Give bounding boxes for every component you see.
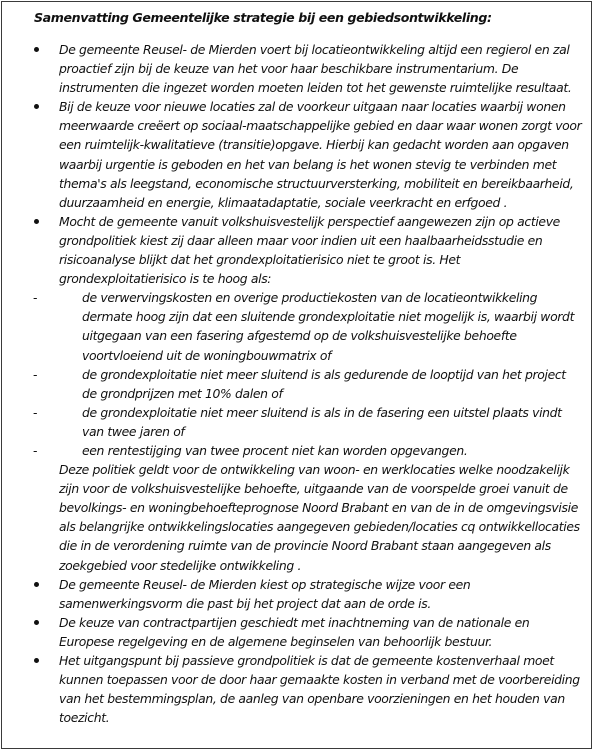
bullet-text: Mocht de gemeente vanuit volkshuisvestelijk perspectief aangewezen zijn op actieve grondpolitiek kiest zij daar alleen maar voor indien uit een haalbaarheidsstudie en risicoanalyse blijkt dat het grondexploitatierisico niet te groot is. Het grondexploitatierisico is te hoog als: bbox=[59, 213, 560, 287]
bullet-list bbox=[2, 40, 591, 727]
bullet-text: De keuze van contractpartijen geschiedt met inachtneming van de nationale en Europese regelgeving en de algemene beginselen van behoorlijk bestuur. bbox=[59, 614, 530, 649]
dash-item bbox=[33, 365, 583, 403]
bullet-item bbox=[2, 651, 591, 727]
bullet-text: Bij de keuze voor nieuwe locaties zal de voorkeur uitgaan naar locaties waarbij wonen meerwaarde creëert op sociaal-maatschappelijke gebied en daar waar wonen zorgt voor een ruimtelijk-kwalitatieve (transitie)opgave. Hierbij kan gedacht worden aan opgaven waarbij urgentie is geboden en het van belang is het wonen stevig te verbinden met thema's als leegstand, economische structuurversterking, mobiliteit en bereikbaarheid, duurzaamheid en energie, klimaatadaptatie, sociale veerkracht en erfgoed . bbox=[59, 99, 582, 210]
bullet-item bbox=[2, 97, 591, 212]
dash-text: een rentestijging van twee procent niet kan worden opgevangen. bbox=[82, 442, 468, 458]
summary-box bbox=[1, 1, 592, 749]
bullet-item bbox=[2, 575, 591, 613]
dash-icon: - bbox=[33, 290, 38, 306]
dash-item bbox=[33, 403, 583, 441]
bullet-text: De gemeente Reusel- de Mierden kiest op strategische wijze voor een samenwerkingsvorm die past bij het project dat aan de orde is. bbox=[59, 576, 471, 611]
bullet-icon bbox=[34, 582, 39, 587]
dash-icon: - bbox=[33, 442, 38, 458]
dash-icon: - bbox=[33, 366, 38, 382]
bullet-item bbox=[2, 613, 591, 651]
bullet-icon bbox=[34, 658, 39, 663]
bullet-item bbox=[2, 40, 591, 97]
bullet-icon bbox=[34, 219, 39, 224]
bullet-text: De gemeente Reusel- de Mierden voert bij locatieontwikkeling altijd een regierol en zal proactief zijn bij de keuze van het voor haar beschikbare instrumentarium. De instrumenten die ingezet worden moeten leiden tot het gewenste ruimtelijke resultaat. bbox=[59, 42, 572, 96]
bullet-icon bbox=[34, 620, 39, 625]
dash-list bbox=[33, 288, 583, 460]
bullet-item bbox=[2, 212, 591, 575]
dash-item bbox=[33, 441, 583, 460]
policy-scope-text: Deze politiek geldt voor de ontwikkeling van woon- en werklocaties welke noodzakelijk zijn voor de volkshuisvestelijke behoefte, uitgaande van de voorspelde groei vanuit de bevolkings- en woningbehoefteprognose Noord Brabant en van de in de omgevingsvisie als belangrijke ontwikkelingslocaties aangegeven gebieden/locaties cq ontwikkellocaties die in de verordening ruimte van de provincie Noord Brabant staan aangegeven als zoekgebied voor stedelijke ontwikkeling . bbox=[59, 462, 580, 573]
dash-text: de grondexploitatie niet meer sluitend is als gedurende de looptijd van het project de grondprijzen met 10% dalen of bbox=[82, 366, 566, 401]
dash-text: de verwervingskosten en overige productiekosten van de locatieontwikkeling dermate hoog zijn dat een sluitende grondexploitatie niet mogelijk is, waarbij wordt uitgegaan van een fasering afgestemd op de volkshuisvestelijke behoefte voortvloeiend uit de woningbouwmatrix of bbox=[82, 290, 575, 363]
bullet-icon bbox=[34, 104, 39, 109]
bullet-icon bbox=[34, 47, 39, 52]
bullet-text: Het uitgangspunt bij passieve grondpolitiek is dat de gemeente kostenverhaal moet kunnen toepassen voor de door haar gemaakte kosten in verband met de voorbereiding van het bestemmingsplan, de aanleg van openbare voorzieningen en het houden van toezicht. bbox=[59, 653, 580, 726]
dash-text: de grondexploitatie niet meer sluitend is als in de fasering een uitstel plaats vindt van twee jaren of bbox=[82, 404, 562, 439]
dash-item bbox=[33, 288, 583, 364]
dash-icon: - bbox=[33, 404, 38, 420]
document-title: Samenvatting Gemeentelijke strategie bij een gebiedsontwikkeling: bbox=[34, 10, 492, 25]
